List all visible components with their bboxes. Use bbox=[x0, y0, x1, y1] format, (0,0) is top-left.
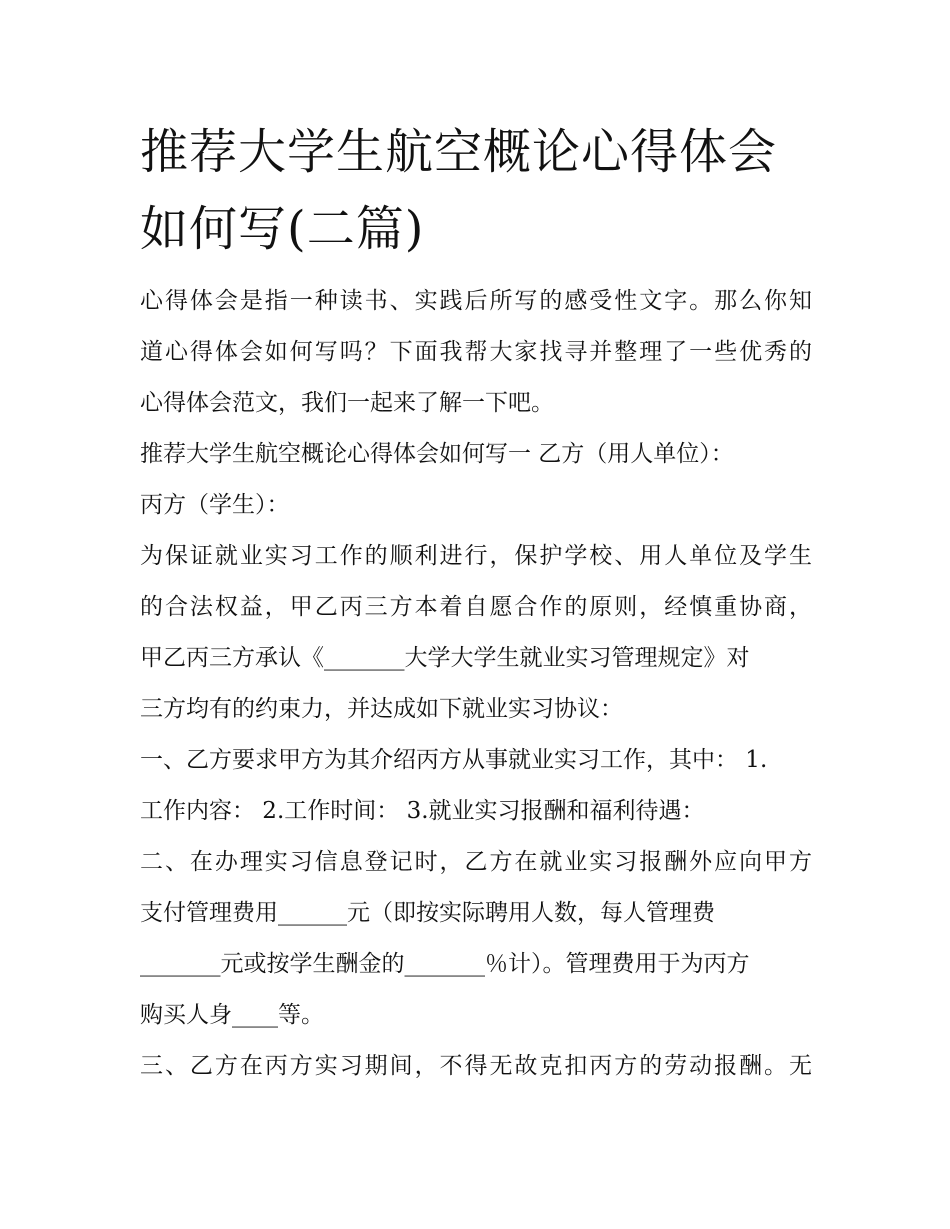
body-line: 心得体会范文，我们一起来了解一下吧。 bbox=[140, 390, 554, 416]
body-line: 的合法权益，甲乙丙三方本着自愿合作的原则，经慎重协商， bbox=[140, 594, 812, 620]
body-line: 三、乙方在丙方实习期间，不得无故克扣丙方的劳动报酬。无 bbox=[140, 1053, 812, 1079]
body-line: 为保证就业实习工作的顺利进行，保护学校、用人单位及学生 bbox=[140, 543, 812, 569]
title-line-1: 推荐大学生航空概论心得体会 bbox=[140, 124, 778, 180]
body-line: 工作内容： 2.工作时间： 3.就业实习报酬和福利待遇： bbox=[140, 798, 705, 824]
body-line: 二、在办理实习信息登记时，乙方在就业实习报酬外应向甲方 bbox=[140, 849, 812, 875]
body-line: 心得体会是指一种读书、实践后所写的感受性文字。那么你知 bbox=[140, 288, 812, 314]
body-line: 丙方（学生）： bbox=[140, 492, 290, 518]
body-line: 一、乙方要求甲方为其介绍丙方从事就业实习工作，其中： 1. bbox=[140, 747, 768, 773]
body-line: 推荐大学生航空概论心得体会如何写一 乙方（用人单位）： bbox=[140, 441, 734, 467]
body-line: 三方均有的约束力，并达成如下就业实习协议： bbox=[140, 696, 623, 722]
title-line-2: 如何写(二篇) bbox=[140, 201, 425, 257]
document-title bbox=[140, 114, 820, 268]
body-line: 道心得体会如何写吗？下面我帮大家找寻并整理了一些优秀的 bbox=[140, 339, 812, 365]
body-line: 甲乙丙三方承认《_______大学大学生就业实习管理规定》对 bbox=[140, 645, 750, 671]
body-line: 购买人身____等。 bbox=[140, 1002, 324, 1028]
body-line: 支付管理费用______元（即按实际聘用人数，每人管理费 bbox=[140, 900, 715, 926]
document-body bbox=[140, 276, 812, 1092]
body-line: _______元或按学生酬金的_______％计）。管理费用于为丙方 bbox=[140, 951, 750, 977]
